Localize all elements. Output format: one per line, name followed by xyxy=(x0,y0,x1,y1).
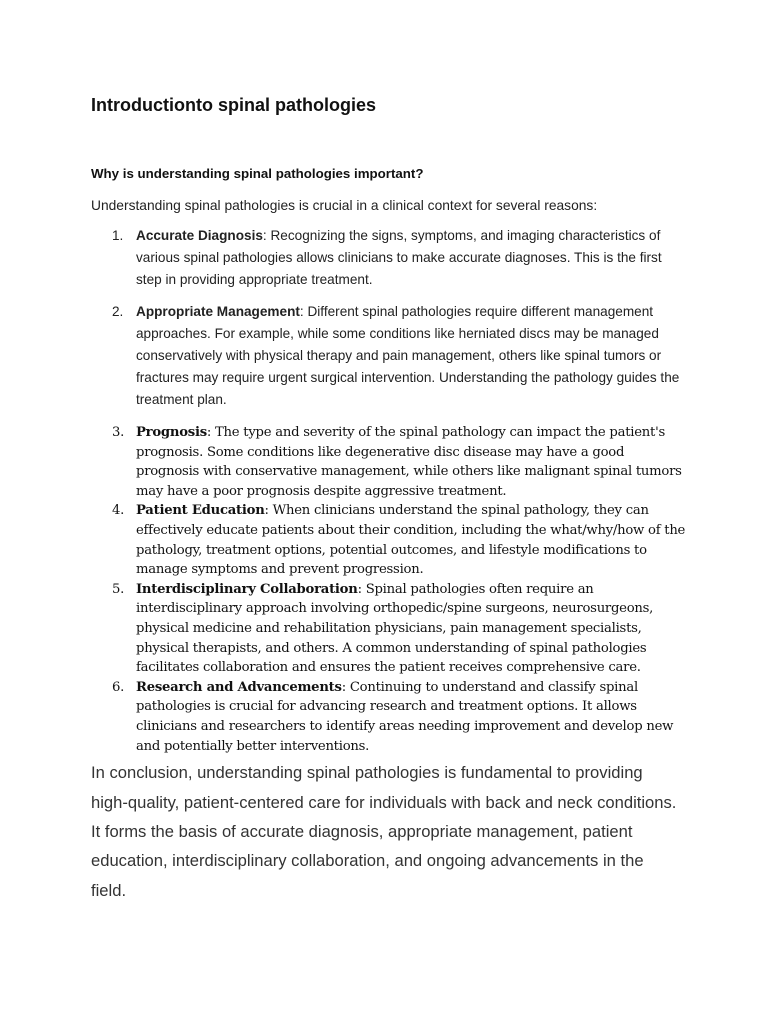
list-number: 5. xyxy=(112,581,125,597)
list-text: : When clinicians understand the spinal pathology, they can effectively educate patients about their condition, including the what/why/how of the pathology, treatment options, potential outcomes, and lifestyle modifications to manage symptoms and prevent progression. xyxy=(136,503,686,578)
intro-paragraph: Understanding spinal pathologies is crucial in a clinical context for several reasons: xyxy=(91,198,598,213)
list-item-patient-education xyxy=(91,501,691,579)
list-text: : Recognizing the signs, symptoms, and imaging characteristics of various spinal pathologies allows clinicians to make accurate diagnoses. This is the first step in providing appropriate treatment. xyxy=(136,228,662,287)
page-title: Introductionto spinal pathologies xyxy=(91,95,376,115)
list-number: 2. xyxy=(112,304,124,319)
document-page xyxy=(91,94,691,905)
list-text: : Continuing to understand and classify spinal pathologies is crucial for advancing research and treatment options. It allows clinicians and researchers to identify areas needing improvement and develop new and potentially better interventions. xyxy=(136,679,674,754)
list-number: 1. xyxy=(112,228,124,243)
list-number: 6. xyxy=(112,679,125,695)
list-term: Interdisciplinary Collaboration xyxy=(136,581,358,597)
list-term: Research and Advancements xyxy=(136,679,342,695)
list-number: 4. xyxy=(112,503,125,519)
reasons-list-part2 xyxy=(91,423,691,756)
list-item-accurate-diagnosis xyxy=(91,225,691,291)
list-term: Appropriate Management xyxy=(136,304,300,319)
conclusion-paragraph: In conclusion, understanding spinal pathologies is fundamental to providing high-quality, patient-centered care for individuals with back and neck conditions. It forms the basis of accurate diagnosis, appropriate management, patient education, interdisciplinary collaboration, and ongoing advancements in the field. xyxy=(91,763,677,900)
list-term: Accurate Diagnosis xyxy=(136,228,263,243)
section-heading: Why is understanding spinal pathologies important? xyxy=(91,166,424,181)
list-item-interdisciplinary-collaboration xyxy=(91,580,691,678)
list-term: Prognosis xyxy=(136,425,207,440)
reasons-list-part1 xyxy=(91,225,691,411)
list-item-appropriate-management xyxy=(91,301,691,411)
list-number: 3. xyxy=(112,425,125,440)
list-text: : Spinal pathologies often require an interdisciplinary approach involving orthopedic/spine surgeons, neurosurgeons, physical medicine and rehabilitation physicians, pain management specialists, physical therapists, and others. A common understanding of spinal pathologies facilitates collaboration and ensures the patient receives comprehensive care. xyxy=(136,581,654,676)
list-text: : Different spinal pathologies require different management approaches. For example, while some conditions like herniated discs may be managed conservatively with physical therapy and pain management, others like spinal tumors or fractures may require urgent surgical intervention. Understanding the pathology guides the treatment plan. xyxy=(136,304,680,407)
list-term: Patient Education xyxy=(136,503,265,519)
list-item-prognosis xyxy=(91,423,691,501)
list-item-research-and-advancements xyxy=(91,678,691,756)
list-text: : The type and severity of the spinal pathology can impact the patient's prognosis. Some conditions like degenerative disc disease may have a good prognosis with conservative management, while others like malignant spinal tumors may have a poor prognosis despite aggressive treatment. xyxy=(136,425,682,499)
